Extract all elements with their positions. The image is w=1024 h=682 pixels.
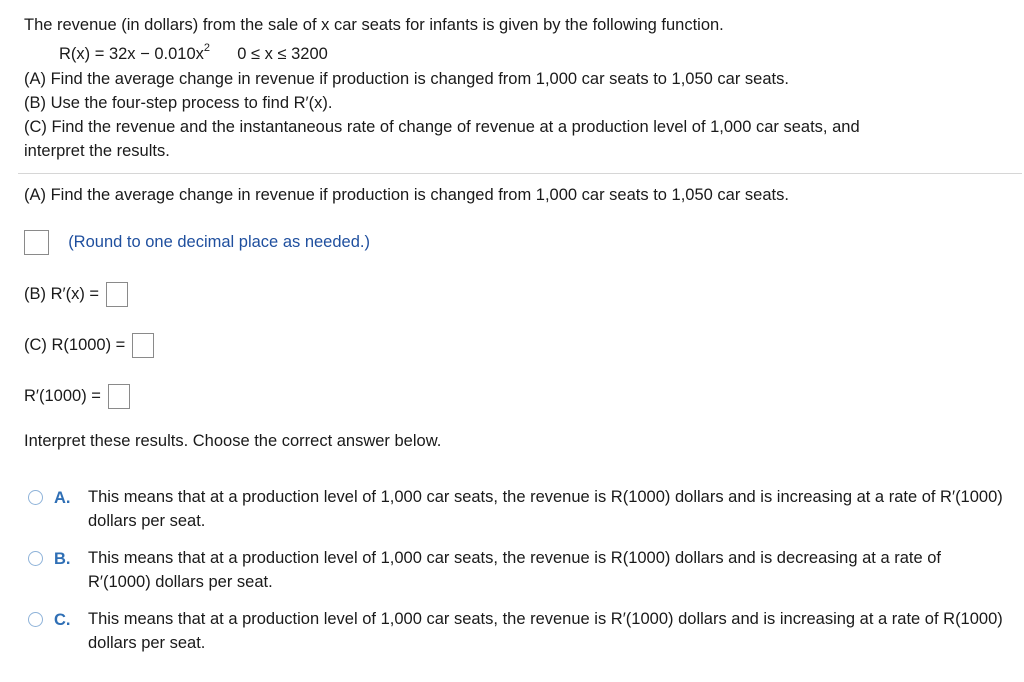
rounding-hint: (Round to one decimal place as needed.): [68, 232, 370, 251]
problem-part-b: (B) Use the four-step process to find R′(x).: [24, 94, 333, 112]
option-a-radio[interactable]: [28, 490, 43, 505]
rprime-label: R′(1000) =: [24, 386, 101, 405]
option-c-radio[interactable]: [28, 612, 43, 627]
part-a-answer-box[interactable]: [24, 230, 49, 255]
function-expression: R(x) = 32x − 0.010x: [59, 45, 204, 63]
part-b-answer-box[interactable]: [106, 282, 128, 307]
interpret-prompt: Interpret these results. Choose the correct answer below.: [24, 432, 442, 450]
option-a-text[interactable]: This means that at a production level of 1,000 car seats, the revenue is R(1000) dollars and is increasing at a rate of R′(1000) dollars per seat.: [88, 488, 1003, 530]
problem-part-c: (C) Find the revenue and the instantaneous rate of change of revenue at a production level of 1,000 car seats, and: [24, 118, 860, 136]
answer-part-b-row: [24, 282, 128, 307]
problem-part-a: (A) Find the average change in revenue if production is changed from 1,000 car seats to 1,050 car seats.: [24, 70, 789, 88]
option-c-letter: C.: [54, 611, 71, 629]
problem-intro: The revenue (in dollars) from the sale of x car seats for infants is given by the following function.: [24, 16, 724, 34]
revenue-function: [59, 43, 328, 65]
section-divider: [18, 173, 1022, 174]
function-exponent: 2: [203, 42, 211, 54]
part-c-label: (C) R(1000) =: [24, 335, 126, 354]
rprime1000-answer-box[interactable]: [108, 384, 130, 409]
option-c-text[interactable]: This means that at a production level of 1,000 car seats, the revenue is R′(1000) dollars and is increasing at a rate of R(1000) dollars per seat.: [88, 610, 1003, 652]
function-domain: 0 ≤ x ≤ 3200: [237, 45, 328, 63]
answer-rprime-row: [24, 384, 130, 409]
answer-part-a-row: [24, 230, 370, 255]
option-b-radio[interactable]: [28, 551, 43, 566]
option-b-text[interactable]: This means that at a production level of 1,000 car seats, the revenue is R(1000) dollars and is decreasing at a rate of R′(1000) dollars per seat.: [88, 549, 941, 591]
answer-part-c-row: [24, 333, 154, 358]
r1000-answer-box[interactable]: [132, 333, 154, 358]
answer-part-a-question: (A) Find the average change in revenue if production is changed from 1,000 car seats to 1,050 car seats.: [24, 186, 789, 204]
part-b-label: (B) R′(x) =: [24, 284, 100, 303]
option-a-letter: A.: [54, 489, 71, 507]
problem-part-c-continued: interpret the results.: [24, 142, 170, 160]
option-b-letter: B.: [54, 550, 71, 568]
